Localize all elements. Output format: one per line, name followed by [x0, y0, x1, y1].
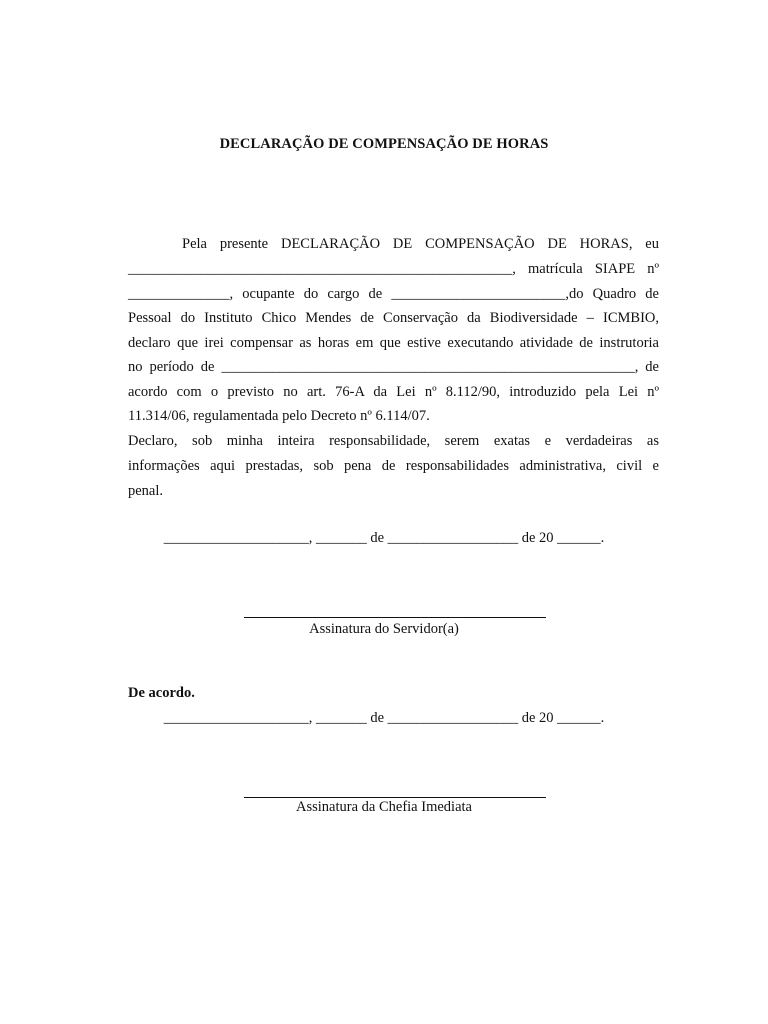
- body-line: ______________, ocupante do cargo de ________________________,do Quadro de: [128, 286, 659, 302]
- body-line: no período de _________________________________________________________, de: [128, 359, 659, 375]
- signature-line-servidor: [244, 617, 546, 618]
- body-line: penal.: [128, 483, 164, 499]
- document-title: DECLARAÇÃO DE COMPENSAÇÃO DE HORAS: [219, 136, 549, 152]
- body-line: Declaro, sob minha inteira responsabilidade, serem exatas e verdadeiras as: [128, 433, 659, 449]
- de-acordo-heading: De acordo.: [128, 685, 195, 701]
- body-line: Pela presente DECLARAÇÃO DE COMPENSAÇÃO DE HORAS, eu: [182, 236, 659, 252]
- body-line: informações aqui prestadas, sob pena de responsabilidades administrativa, civil e: [128, 458, 659, 474]
- signature-label-chefia: Assinatura da Chefia Imediata: [296, 799, 472, 815]
- body-line: 11.314/06, regulamentada pelo Decreto nº 6.114/07.: [128, 408, 430, 424]
- body-line: acordo com o previsto no art. 76-A da Lei nº 8.112/90, introduzido pela Lei nº: [128, 384, 659, 400]
- body-line: Pessoal do Instituto Chico Mendes de Conservação da Biodiversidade – ICMBIO,: [128, 310, 659, 326]
- date-line-chefia: ____________________, _______ de __________________ de 20 ______.: [163, 710, 605, 726]
- body-line: declaro que irei compensar as horas em que estive executando atividade de instrutoria: [128, 335, 659, 351]
- signature-label-servidor: Assinatura do Servidor(a): [309, 621, 459, 637]
- body-line: _____________________________________________________, matrícula SIAPE nº: [128, 261, 659, 277]
- date-line-servidor: ____________________, _______ de __________________ de 20 ______.: [163, 530, 605, 546]
